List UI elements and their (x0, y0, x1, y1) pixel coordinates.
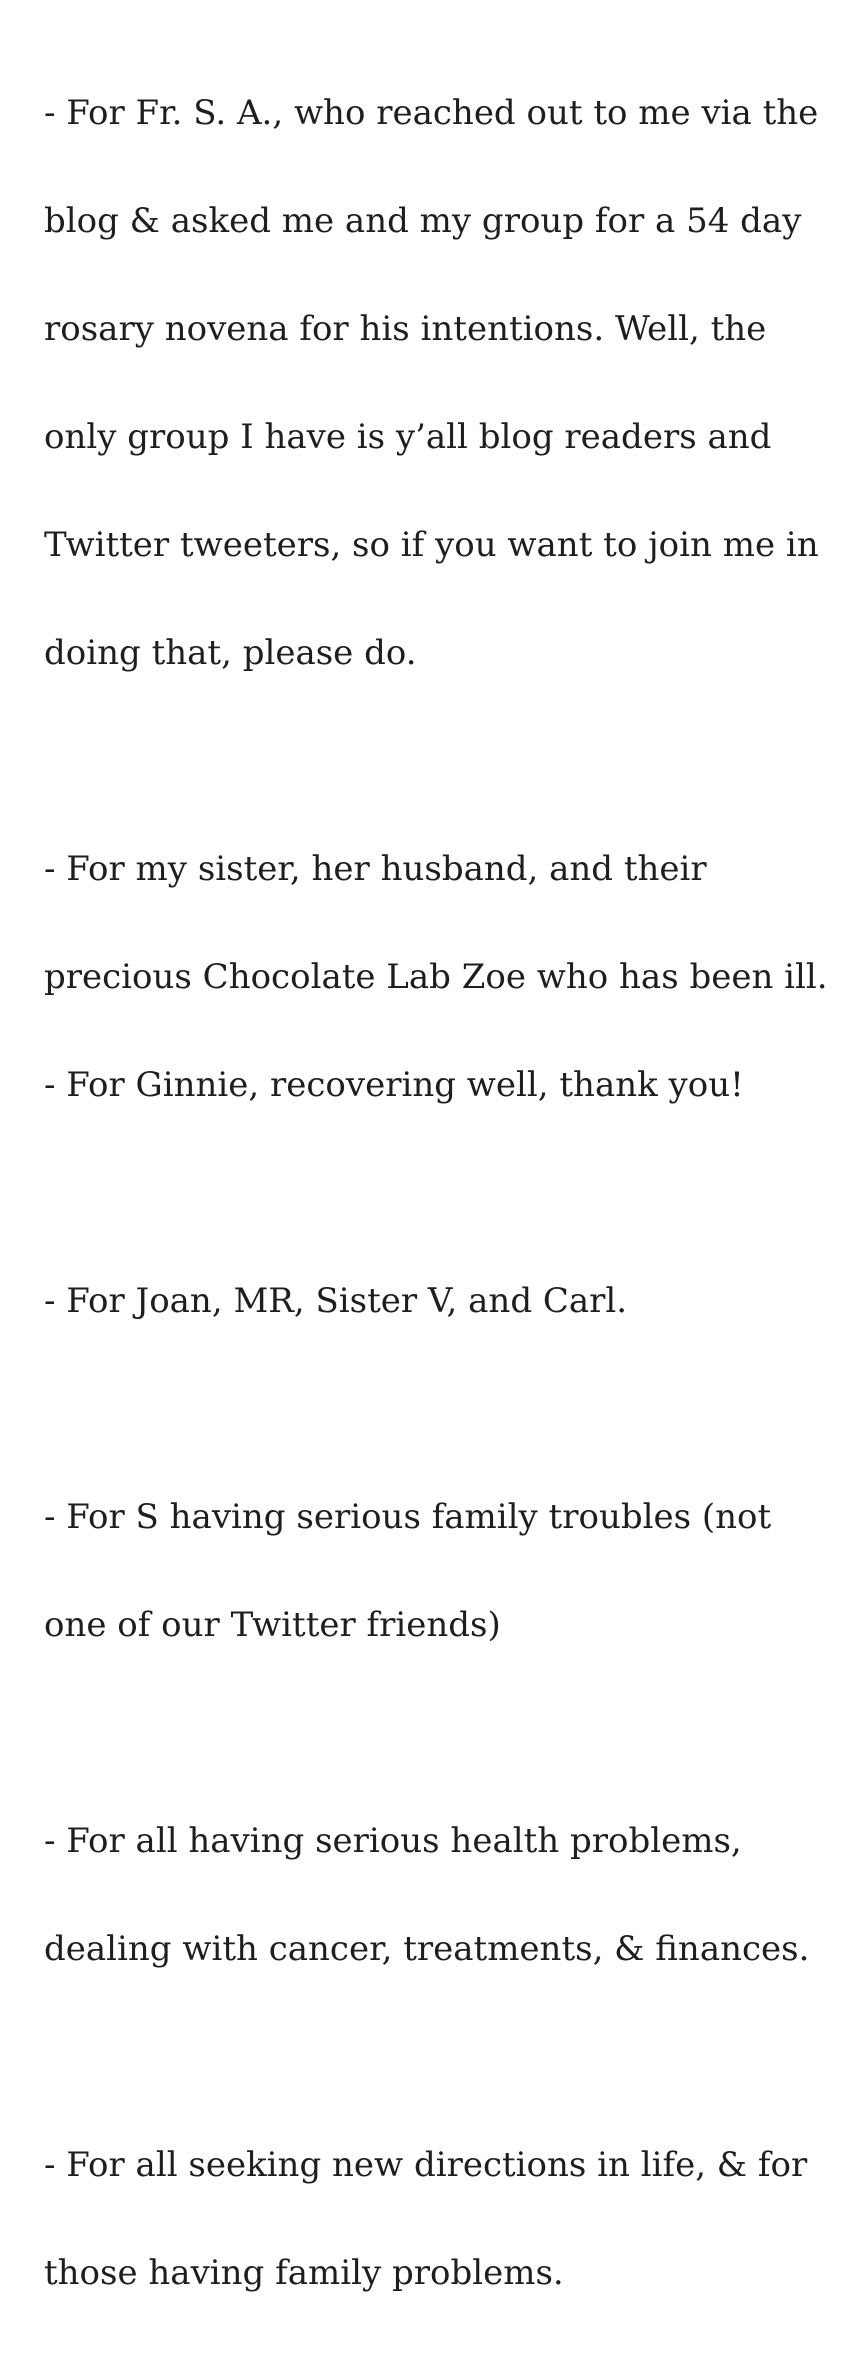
text-line: - For Fr. S. A., who reached out to me via the (44, 93, 819, 133)
text-line: - For Ginnie, recovering well, thank you! (44, 1065, 744, 1105)
paragraph-fr-sa (44, 32, 834, 734)
paragraph-joan-mr (44, 1220, 834, 1382)
text-line: precious Chocolate Lab Zoe who has been ill. (44, 957, 828, 997)
text-line: dealing with cancer, treatments, & finances. (44, 1929, 810, 1969)
prayer-list-document (44, 32, 834, 2354)
paragraph-family-troubles (44, 1436, 834, 1706)
text-line: - For Joan, MR, Sister V, and Carl. (44, 1281, 628, 1321)
text-line: doing that, please do. (44, 633, 417, 673)
text-line: rosary novena for his intentions. Well, the (44, 309, 767, 349)
text-line: - For my sister, her husband, and their (44, 849, 707, 889)
text-line: - For S having serious family troubles (not (44, 1497, 772, 1537)
text-line: - For all having serious health problems, (44, 1821, 742, 1861)
text-line: - For all seeking new directions in life, & for (44, 2145, 808, 2185)
text-line: blog & asked me and my group for a 54 day (44, 201, 802, 241)
text-line: one of our Twitter friends) (44, 1605, 501, 1645)
text-line: only group I have is y’all blog readers and (44, 417, 772, 457)
paragraph-sister-ginnie (44, 788, 834, 1166)
paragraph-health-problems (44, 1760, 834, 2030)
paragraph-new-directions (44, 2084, 834, 2354)
text-line: those having family problems. (44, 2253, 564, 2293)
text-line: Twitter tweeters, so if you want to join me in (44, 525, 819, 565)
